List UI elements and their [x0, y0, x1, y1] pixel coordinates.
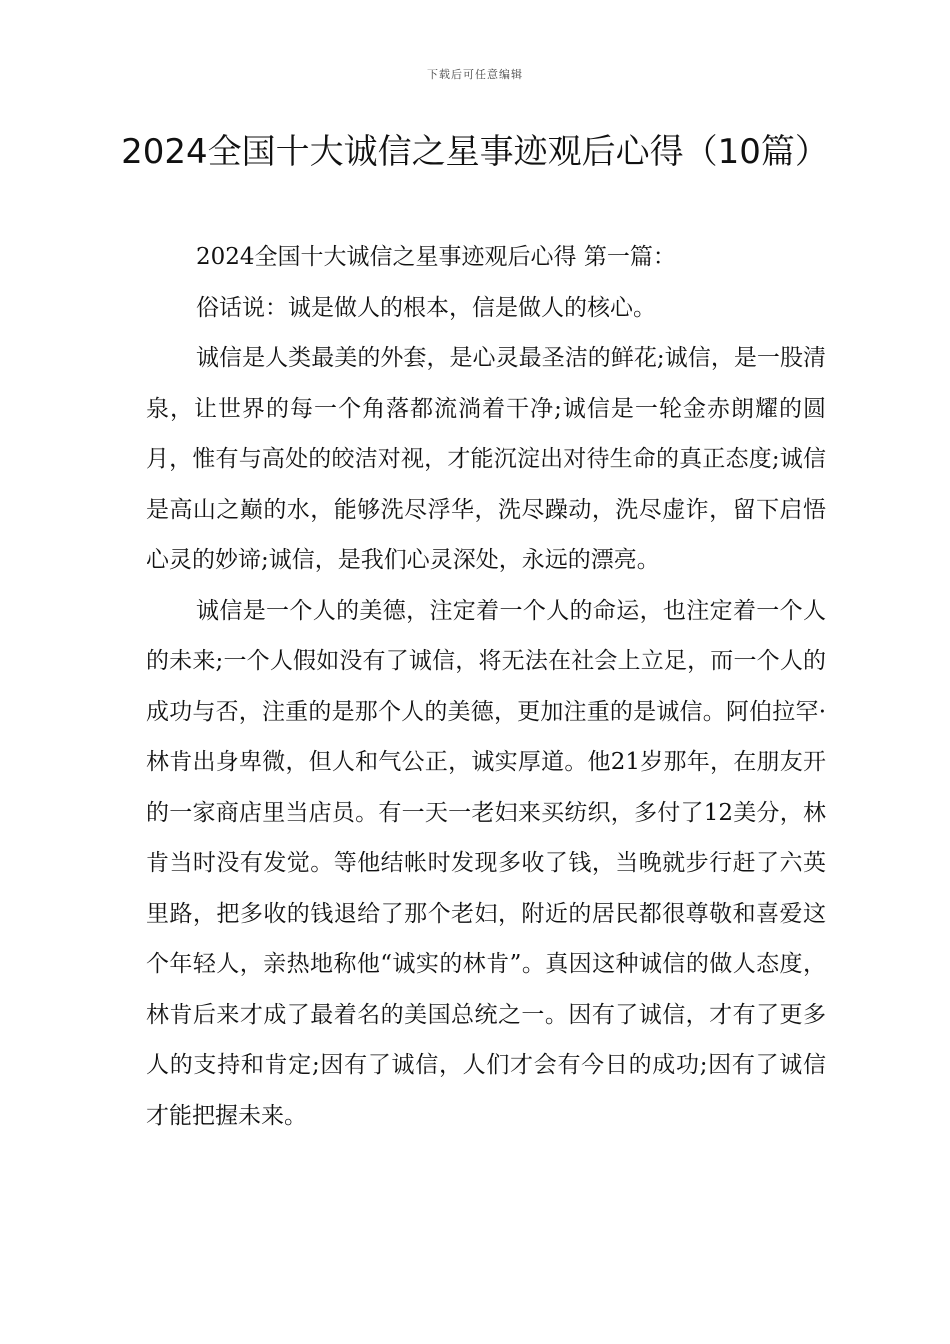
header-note: 下载后可任意编辑 — [427, 68, 523, 81]
paragraph: 俗话说：诚是做人的根本，信是做人的核心。 — [196, 294, 656, 321]
paragraph: 诚信是人类最美的外套，是心灵最圣洁的鲜花;诚信，是一股清泉，让世界的每一个角落都流淌着干净;诚信是一轮金赤朗耀的圆月，惟有与高处的皎洁对视，才能沉淀出对待生命的真正态度;诚信是高山之巅的水，能够洗尽浮华，洗尽躁动，洗尽虚诈，留下启悟心灵的妙谛;诚信，是我们心灵深处，永远的漂亮。 — [146, 345, 826, 573]
document-title: 2024全国十大诚信之星事迹观后心得（10篇） — [121, 132, 829, 172]
document-body — [146, 232, 826, 1141]
section-heading: 2024全国十大诚信之星事迹观后心得 第一篇： — [196, 244, 676, 270]
paragraph: 诚信是一个人的美德，注定着一个人的命运，也注定着一个人的未来;一个人假如没有了诚信，将无法在社会上立足，而一个人的成功与否，注重的是那个人的美德，更加注重的是诚信。阿伯拉罕·林肯出身卑微，但人和气公正，诚实厚道。他21岁那年，在朋友开的一家商店里当店员。有一天一老妇来买纺织，多付了12美分，林肯当时没有发觉。等他结帐时发现多收了钱，当晚就步行赶了六英里路，把多收的钱退给了那个老妇，附近的居民都很尊敬和喜爱这个年轻人，亲热地称他“诚实的林肯”。真因这种诚信的做人态度，林肯后来才成了最着名的美国总统之一。因有了诚信，才有了更多人的支持和肯定;因有了诚信，人们才会有今日的成功;因有了诚信才能把握未来。 — [146, 597, 826, 1129]
